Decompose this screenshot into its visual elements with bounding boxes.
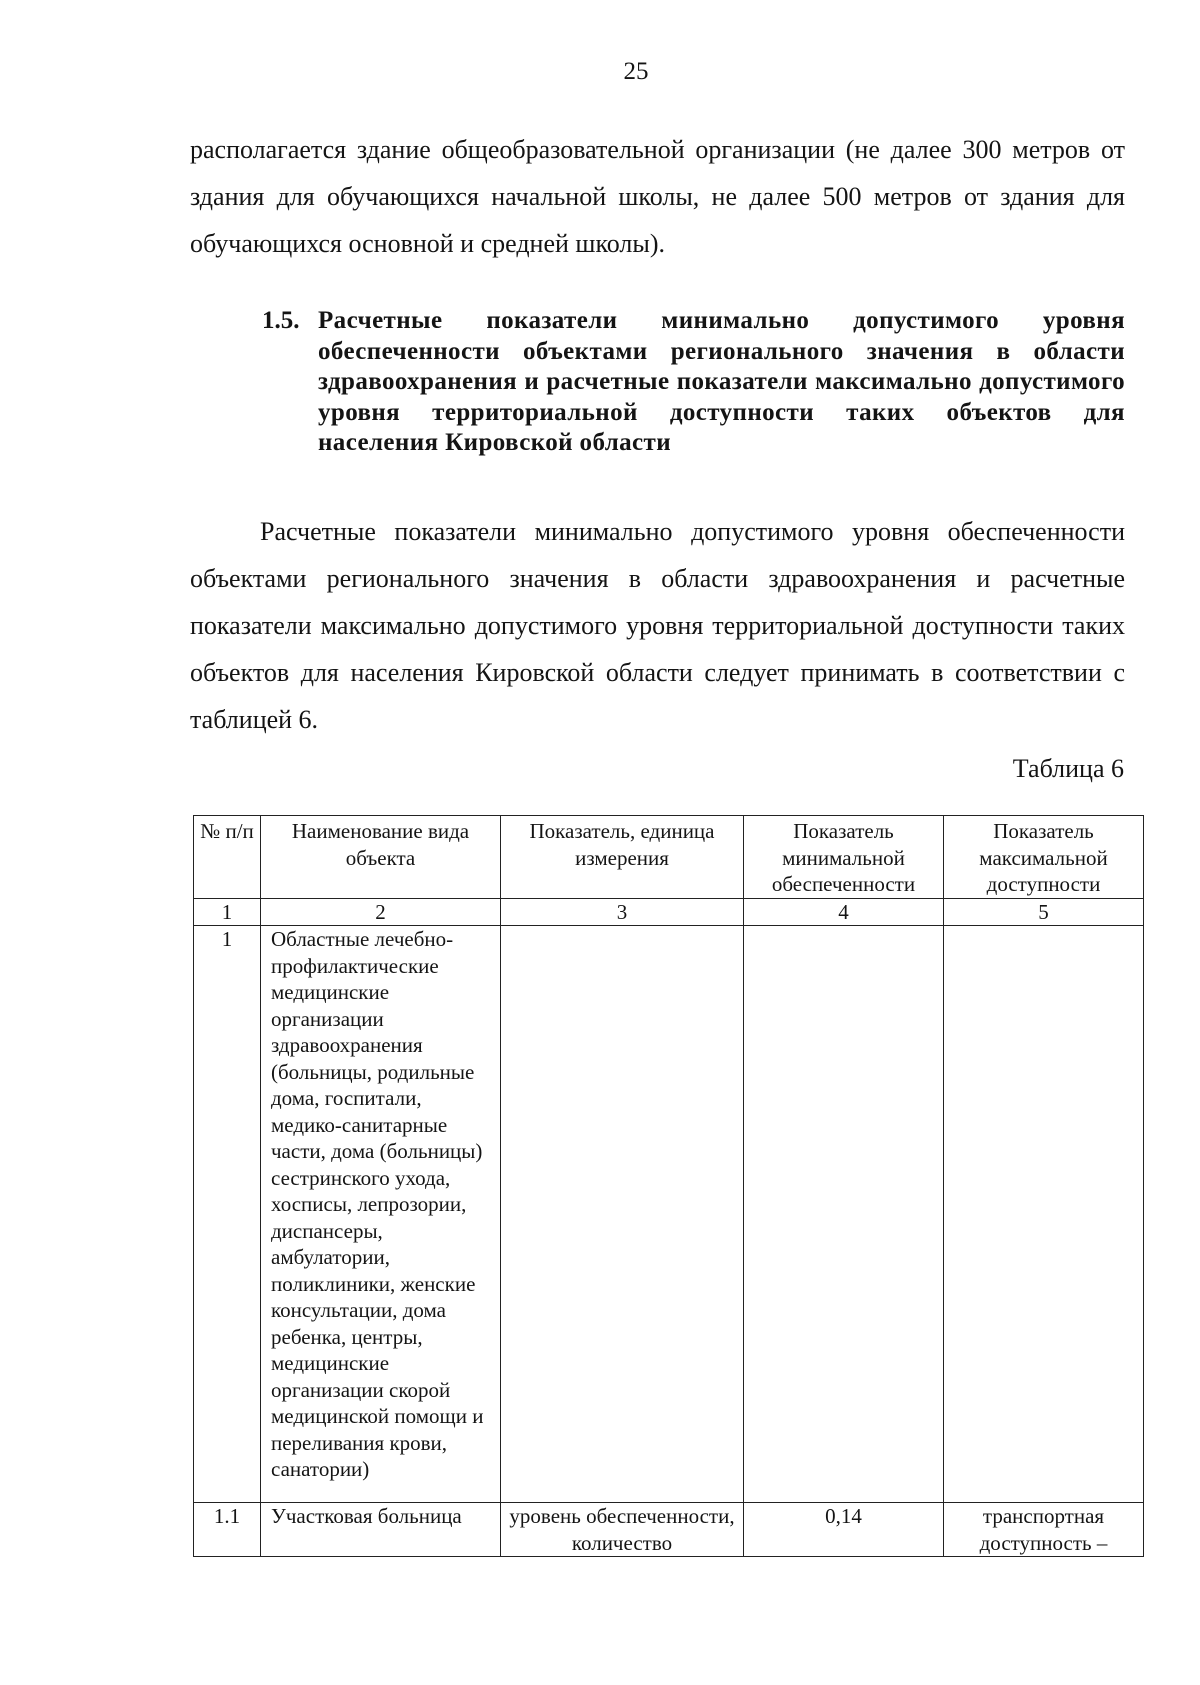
row-max-accessibility: транспортная доступность – [944, 1503, 1144, 1557]
column-number: 4 [744, 898, 944, 926]
header-object-name: Наименование вида объекта [261, 816, 501, 899]
row-max-accessibility [944, 926, 1144, 1503]
row-num: 1 [194, 926, 261, 1503]
section-heading [262, 306, 1125, 459]
row-indicator [501, 926, 744, 1503]
row-object-name: Участковая больница [261, 1503, 501, 1557]
row-num: 1.1 [194, 1503, 261, 1557]
header-min-provision: Показатель минимальной обеспеченности [744, 816, 944, 899]
table-caption: Таблица 6 [1012, 754, 1124, 783]
page-number: 25 [623, 58, 649, 85]
section-title: Расчетные показатели минимально допустимого уровня обеспеченности объектами регионального значения в области здравоохранения и расчетные показатели максимально допустимого уровня территориальной доступности таких объектов для населения Кировской области [318, 307, 1125, 456]
header-max-accessibility: Показатель максимальной доступности [944, 816, 1144, 899]
table-row [194, 1503, 1144, 1557]
row-min-provision: 0,14 [744, 1503, 944, 1557]
section-number: 1.5. [262, 307, 300, 334]
table-6 [193, 815, 1144, 1557]
header-indicator: Показатель, единица измерения [501, 816, 744, 899]
header-num: № п/п [194, 816, 261, 899]
intro-paragraph: располагается здание общеобразовательной организации (не далее 300 метров от здания для обучающихся начальной школы, не далее 500 метров от здания для обучающихся основной и средней школы). [190, 135, 1125, 258]
column-number: 1 [194, 898, 261, 926]
table-header-row [194, 816, 1144, 899]
table-row [194, 926, 1144, 1503]
row-indicator: уровень обеспеченности, количество [501, 1503, 744, 1557]
column-number: 5 [944, 898, 1144, 926]
row-min-provision [744, 926, 944, 1503]
body-paragraph: Расчетные показатели минимально допустимого уровня обеспеченности объектами регионального значения в области здравоохранения и расчетные показатели максимально допустимого уровня территориальной доступности таких объектов для населения Кировской области следует принимать в соответствии с таблицей 6. [190, 517, 1125, 734]
column-number-row [194, 898, 1144, 926]
column-number: 3 [501, 898, 744, 926]
column-number: 2 [261, 898, 501, 926]
row-object-name: Областные лечебно-профилактические медицинские организации здравоохранения (больницы, родильные дома, госпитали, медико-санитарные части, дома (больницы) сестринского ухода, хосписы, лепрозории, диспансеры, амбулатории, поликлиники, женские консультации, дома ребенка, центры, медицинские организации скорой медицинской помощи и переливания крови, санатории) [261, 926, 501, 1503]
